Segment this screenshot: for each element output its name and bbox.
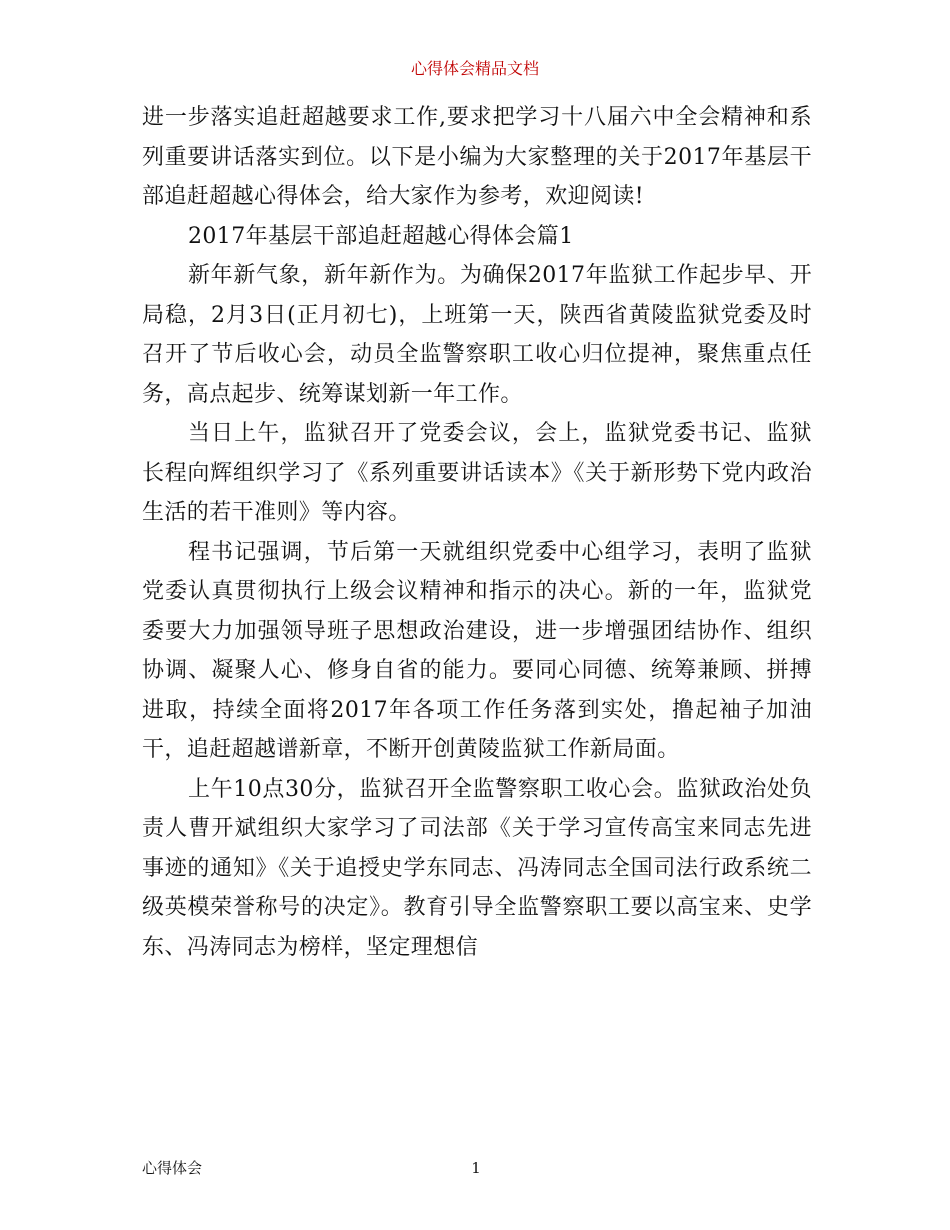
page-header-title: 心得体会精品文档: [410, 59, 539, 78]
paragraph: 当日上午，监狱召开了党委会议，会上，监狱党委书记、监狱长程向辉组织学习了《系列重要讲话读本》《关于新形势下党内政治生活的若干准则》等内容。: [142, 421, 812, 525]
page-number: 1: [471, 1159, 481, 1177]
section-heading: 2017年基层干部追赶超越心得体会篇1: [188, 223, 574, 249]
footer-label: 心得体会: [142, 1159, 203, 1177]
document-body: [142, 98, 812, 967]
paragraph: 程书记强调，节后第一天就组织党委中心组学习，表明了监狱党委认真贯彻执行上级会议精神和指示的决心。新的一年，监狱党委要大力加强领导班子思想政治建设，进一步增强团结协作、组织协调、凝聚人心、修身自省的能力。要同心同德、统筹兼顾、拼搏进取，持续全面将2017年各项工作任务落到实处，撸起袖子加油干，追赶超越谱新章，不断开创黄陵监狱工作新局面。: [142, 539, 812, 762]
paragraph: 新年新气象，新年新作为。为确保2017年监狱工作起步早、开局稳，2月3日(正月初七)，上班第一天，陕西省黄陵监狱党委及时召开了节后收心会，动员全监警察职工收心归位提神，聚焦重点任务，高点起步、统筹谋划新一年工作。: [142, 263, 812, 407]
paragraph: 上午10点30分，监狱召开全监警察职工收心会。监狱政治处负责人曹开斌组织大家学习了司法部《关于学习宣传高宝来同志先进事迹的通知》《关于追授史学东同志、冯涛同志全国司法行政系统二级英模荣誉称号的决定》。教育引导全监警察职工要以高宝来、史学东、冯涛同志为榜样，坚定理想信: [142, 776, 812, 960]
paragraph-intro: 进一步落实追赶超越要求工作,要求把学习十八届六中全会精神和系列重要讲话落实到位。以下是小编为大家整理的关于2017年基层干部追赶超越心得体会，给大家作为参考，欢迎阅读!: [142, 105, 812, 209]
